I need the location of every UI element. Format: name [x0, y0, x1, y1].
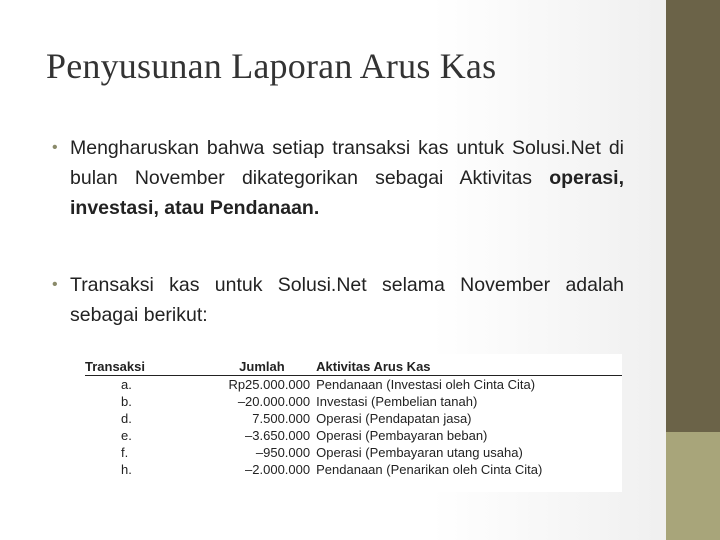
decorative-sidebar-accent: [666, 432, 720, 540]
cell-transaksi: e.: [121, 428, 132, 443]
bullet-1-text: [70, 133, 624, 223]
bullet-2: [52, 270, 624, 330]
table-row: [85, 376, 622, 394]
cell-transaksi: a.: [121, 377, 132, 392]
table-row: [85, 444, 622, 461]
cell-jumlah: Rp25.000.000: [228, 377, 311, 392]
table-row: [85, 410, 622, 427]
cell-jumlah: 7.500.000: [252, 411, 311, 426]
cell-aktivitas: Pendanaan (Investasi oleh Cinta Cita): [316, 377, 536, 392]
cell-jumlah: –950.000: [255, 445, 311, 460]
cell-jumlah: –20.000.000: [237, 394, 311, 409]
header-aktivitas: Aktivitas Arus Kas: [316, 358, 622, 376]
cell-transaksi: h.: [121, 462, 132, 477]
cell-aktivitas: Investasi (Pembelian tanah): [316, 394, 478, 409]
table-row: [85, 393, 622, 410]
cell-transaksi: b.: [121, 394, 132, 409]
bullet-dot-icon: •: [52, 276, 58, 293]
cell-jumlah: –3.650.000: [245, 428, 311, 443]
header-transaksi: Transaksi: [85, 358, 214, 376]
transactions-table-box: [80, 354, 622, 492]
bullet-1: [52, 133, 624, 223]
cell-transaksi: d.: [121, 411, 132, 426]
bullet-dot-icon: •: [52, 139, 58, 156]
slide-title: Penyusunan Laporan Arus Kas: [46, 46, 497, 86]
header-jumlah: Jumlah: [214, 358, 316, 376]
bullet-2-text: Transaksi kas untuk Solusi.Net selama November adalah sebagai berikut:: [70, 274, 624, 326]
cell-aktivitas: Operasi (Pendapatan jasa): [316, 411, 472, 426]
cell-aktivitas: Pendanaan (Penarikan oleh Cinta Cita): [316, 462, 543, 477]
cell-aktivitas: Operasi (Pembayaran beban): [316, 428, 488, 443]
cell-aktivitas: Operasi (Pembayaran utang usaha): [316, 445, 523, 460]
table-row: [85, 461, 622, 478]
cell-jumlah: –2.000.000: [245, 462, 311, 477]
table-row: [85, 427, 622, 444]
bullet-1-bold: operasi, investasi, atau Pendanaan.: [70, 167, 624, 219]
table-header-row: [85, 358, 622, 376]
transactions-table: [85, 358, 622, 478]
bullet-1-plain: Mengharuskan bahwa setiap transaksi kas untuk Solusi.Net di bulan November dikategorikan sebagai Aktivitas: [70, 137, 624, 189]
cell-transaksi: f.: [121, 445, 129, 460]
